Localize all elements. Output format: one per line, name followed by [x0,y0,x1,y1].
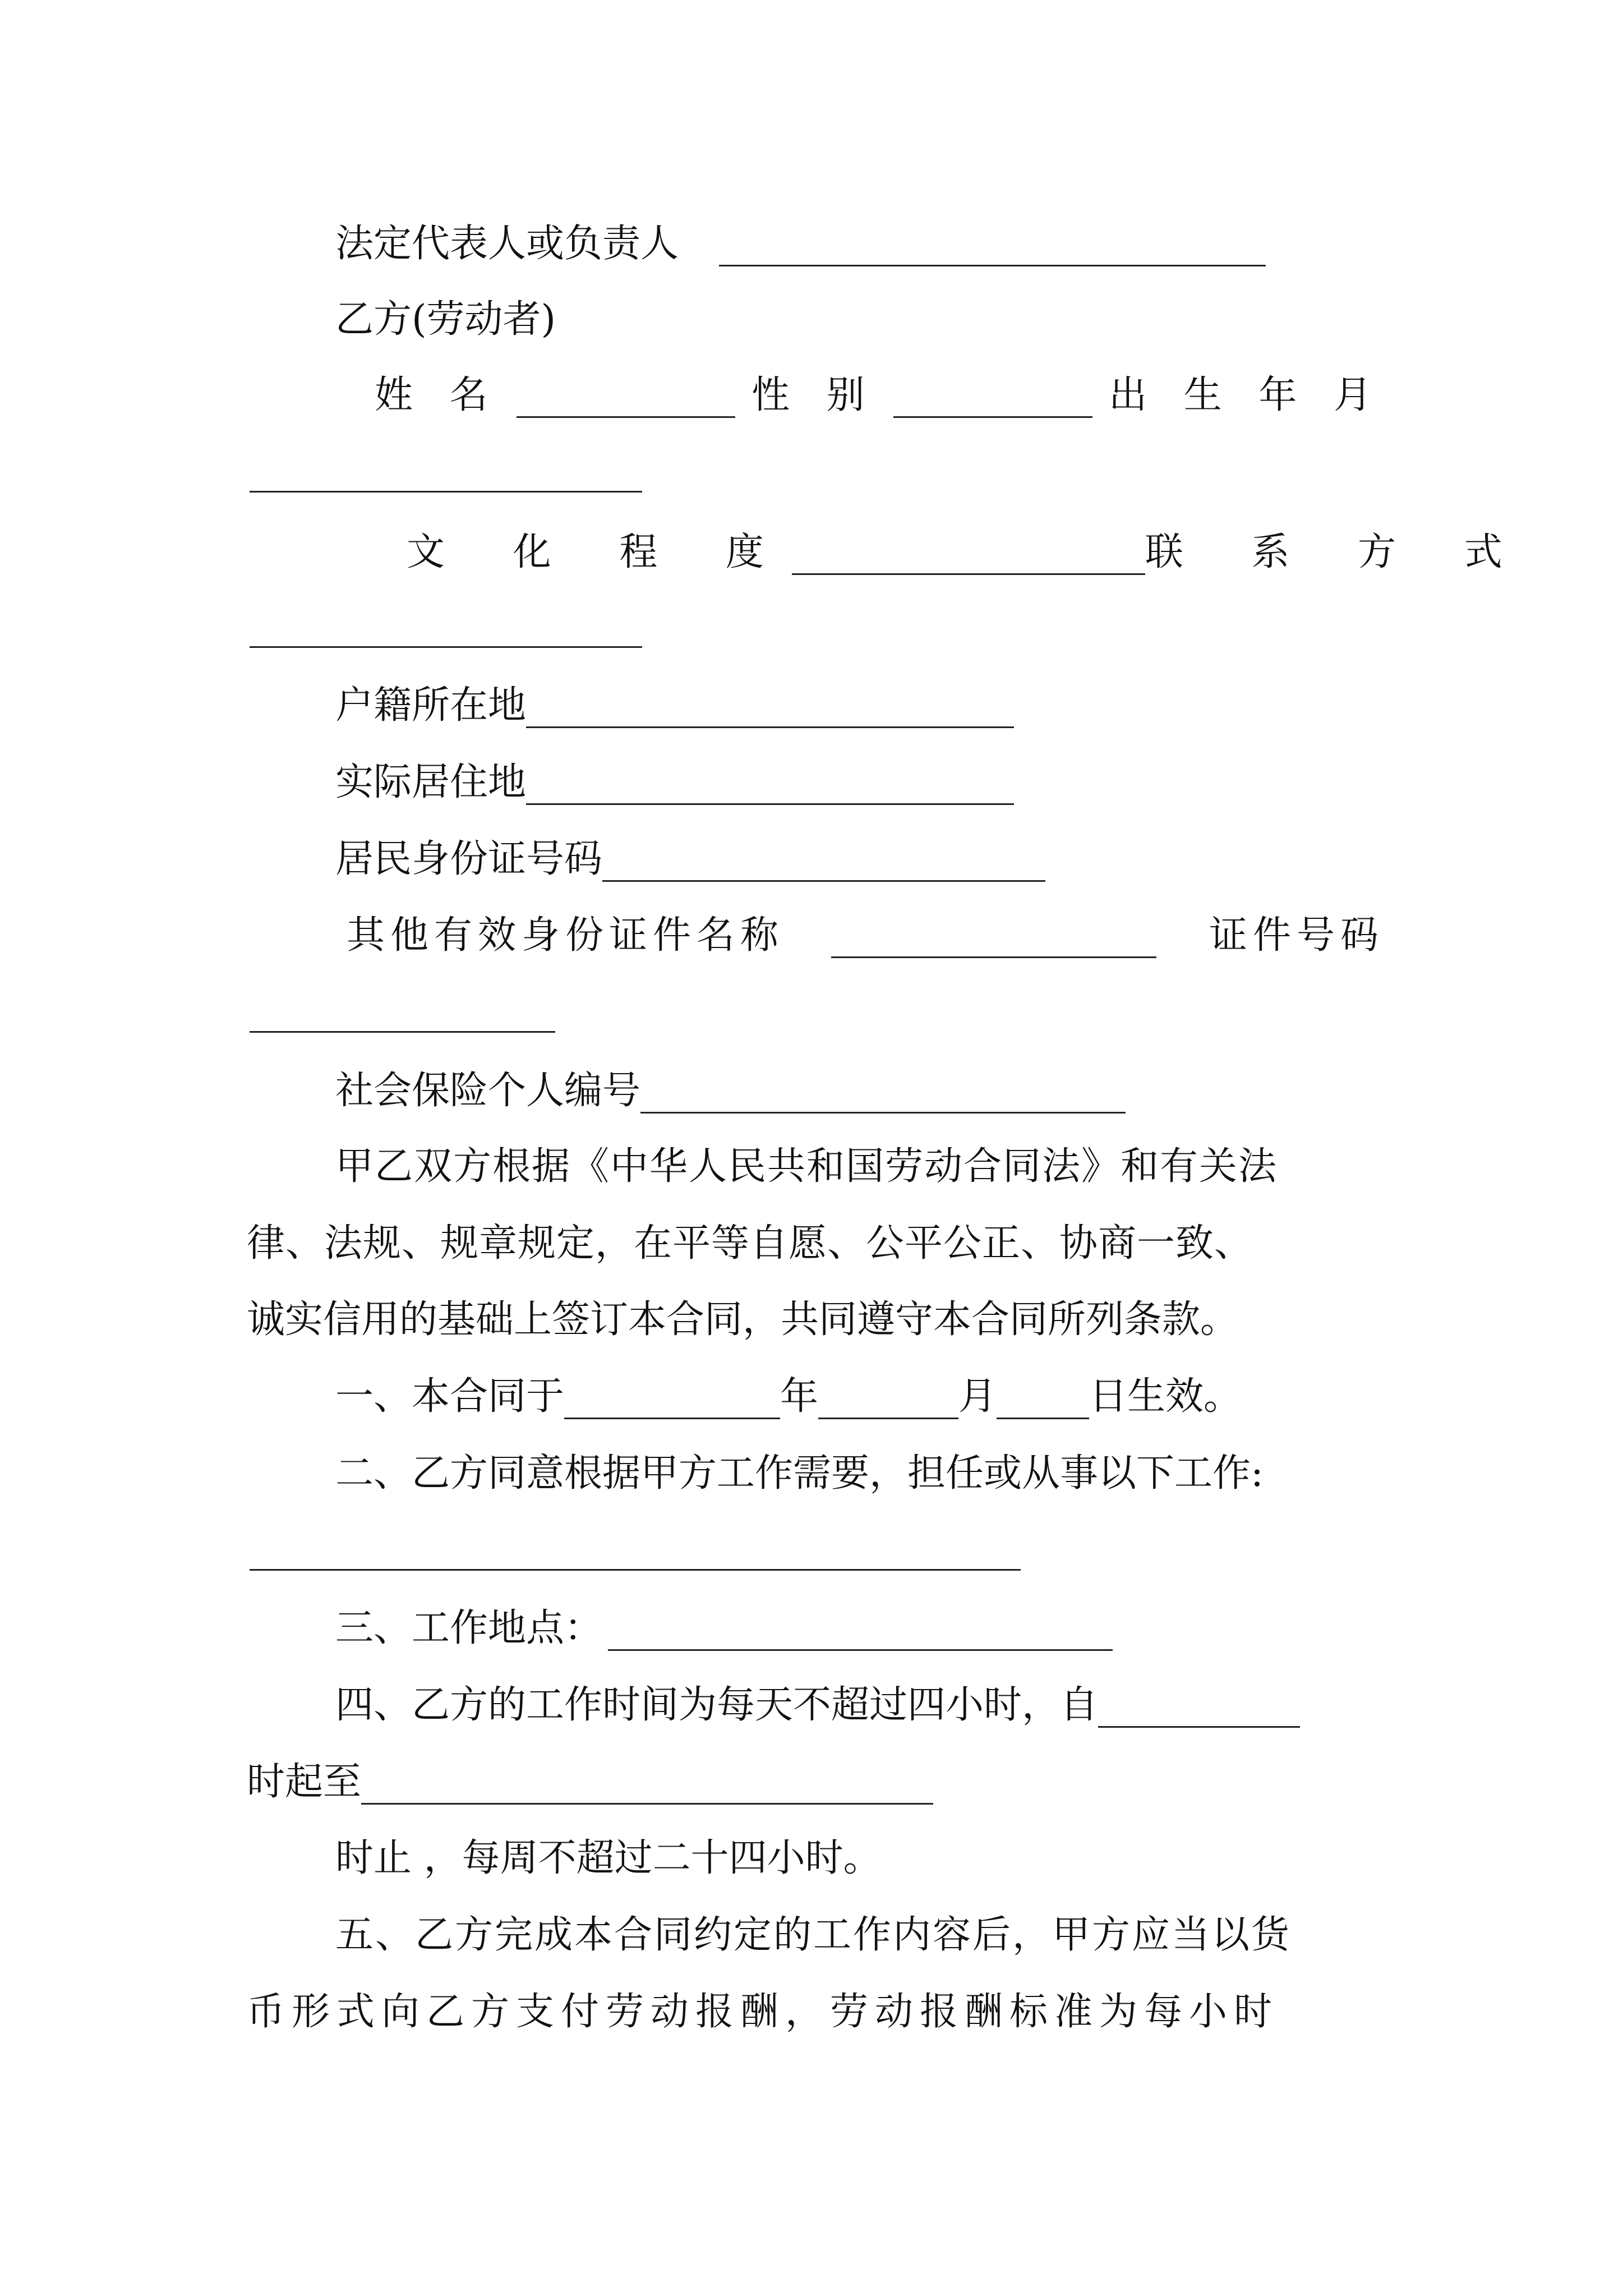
birth-label: 出 生 年 月 [1109,373,1384,417]
clause-4 [335,1683,1300,1728]
clause-5-line-2: 币形式向乙方支付劳动报酬，劳动报酬标准为每小时 [247,1990,1279,2034]
name-field[interactable] [517,373,735,418]
residence-field[interactable] [526,760,1014,805]
id-label: 居民身份证号码 [335,837,603,881]
clause-1-suffix: 日生效。 [1089,1374,1242,1419]
clause-4-prefix: 四、乙方的工作时间为每天不超过四小时，自 [335,1683,1099,1727]
contact-field[interactable] [250,646,642,648]
social-field[interactable] [640,1069,1126,1114]
job-field[interactable] [250,1569,1021,1571]
social-label: 社会保险个人编号 [335,1069,641,1113]
party-b-title: 乙方(劳动者) [335,297,556,342]
id-field[interactable] [602,837,1045,882]
legal-rep-row [335,222,1266,266]
birth-field[interactable] [250,491,642,493]
gender-field[interactable] [893,373,1092,418]
intro-line-1: 甲乙双方根据《中华人民共和国劳动合同法》和有关法 [335,1144,1278,1189]
legal-rep-label: 法定代表人或负责人 [335,222,679,266]
end-hour-field[interactable] [361,1760,933,1805]
legal-rep-field[interactable] [719,222,1266,266]
work-location-field[interactable] [608,1606,1113,1651]
hukou-row [335,683,1014,728]
effective-month-field[interactable] [818,1374,958,1419]
id-row [335,837,1045,882]
intro-line-2: 律、法规、规章规定，在平等自愿、公平公正、协商一致、 [247,1221,1253,1266]
year-label: 年 [780,1374,819,1419]
cert-no-field[interactable] [250,1031,555,1033]
clause-5-line-1: 五、乙方完成本合同约定的工作内容后，甲方应当以货 [335,1913,1292,1957]
education-field[interactable] [792,530,1145,575]
cert-no-label: 证件号码 [1209,913,1384,958]
clause-3-label: 三、工作地点： [335,1606,603,1650]
clause-1 [335,1374,1242,1419]
intro-line-3: 诚实信用的基础上签订本合同，共同遵守本合同所列条款。 [247,1297,1239,1342]
gender-label: 性 别 [751,373,877,417]
other-id-label: 其他有效身份证件名称 [347,913,785,958]
effective-year-field[interactable] [564,1374,780,1419]
other-id-row [347,913,1384,958]
effective-day-field[interactable] [997,1374,1089,1419]
clause-1-prefix: 一、本合同于 [335,1374,565,1419]
education-label: 文 化 程 度 [407,530,792,574]
contact-label: 联 系 方 式 [1145,530,1530,574]
clause-4-line-2 [247,1760,933,1805]
clause-4-line-3: 时止 ，每周不超过二十四小时。 [335,1836,882,1880]
personal-row [375,373,1384,418]
clause-3 [335,1606,1113,1651]
start-hour-field[interactable] [1098,1683,1300,1728]
clause-2: 二、乙方同意根据甲方工作需要，担任或从事以下工作: [335,1451,1264,1496]
education-row [407,530,1530,575]
hukou-field[interactable] [526,683,1014,728]
residence-label: 实际居住地 [335,760,527,804]
residence-row [335,760,1014,805]
name-label: 姓 名 [375,373,500,417]
hukou-label: 户籍所在地 [335,683,527,728]
social-row [335,1069,1126,1114]
month-label: 月 [958,1374,997,1419]
other-id-field[interactable] [831,913,1156,958]
clause-4-middle: 时起至 [247,1760,362,1804]
